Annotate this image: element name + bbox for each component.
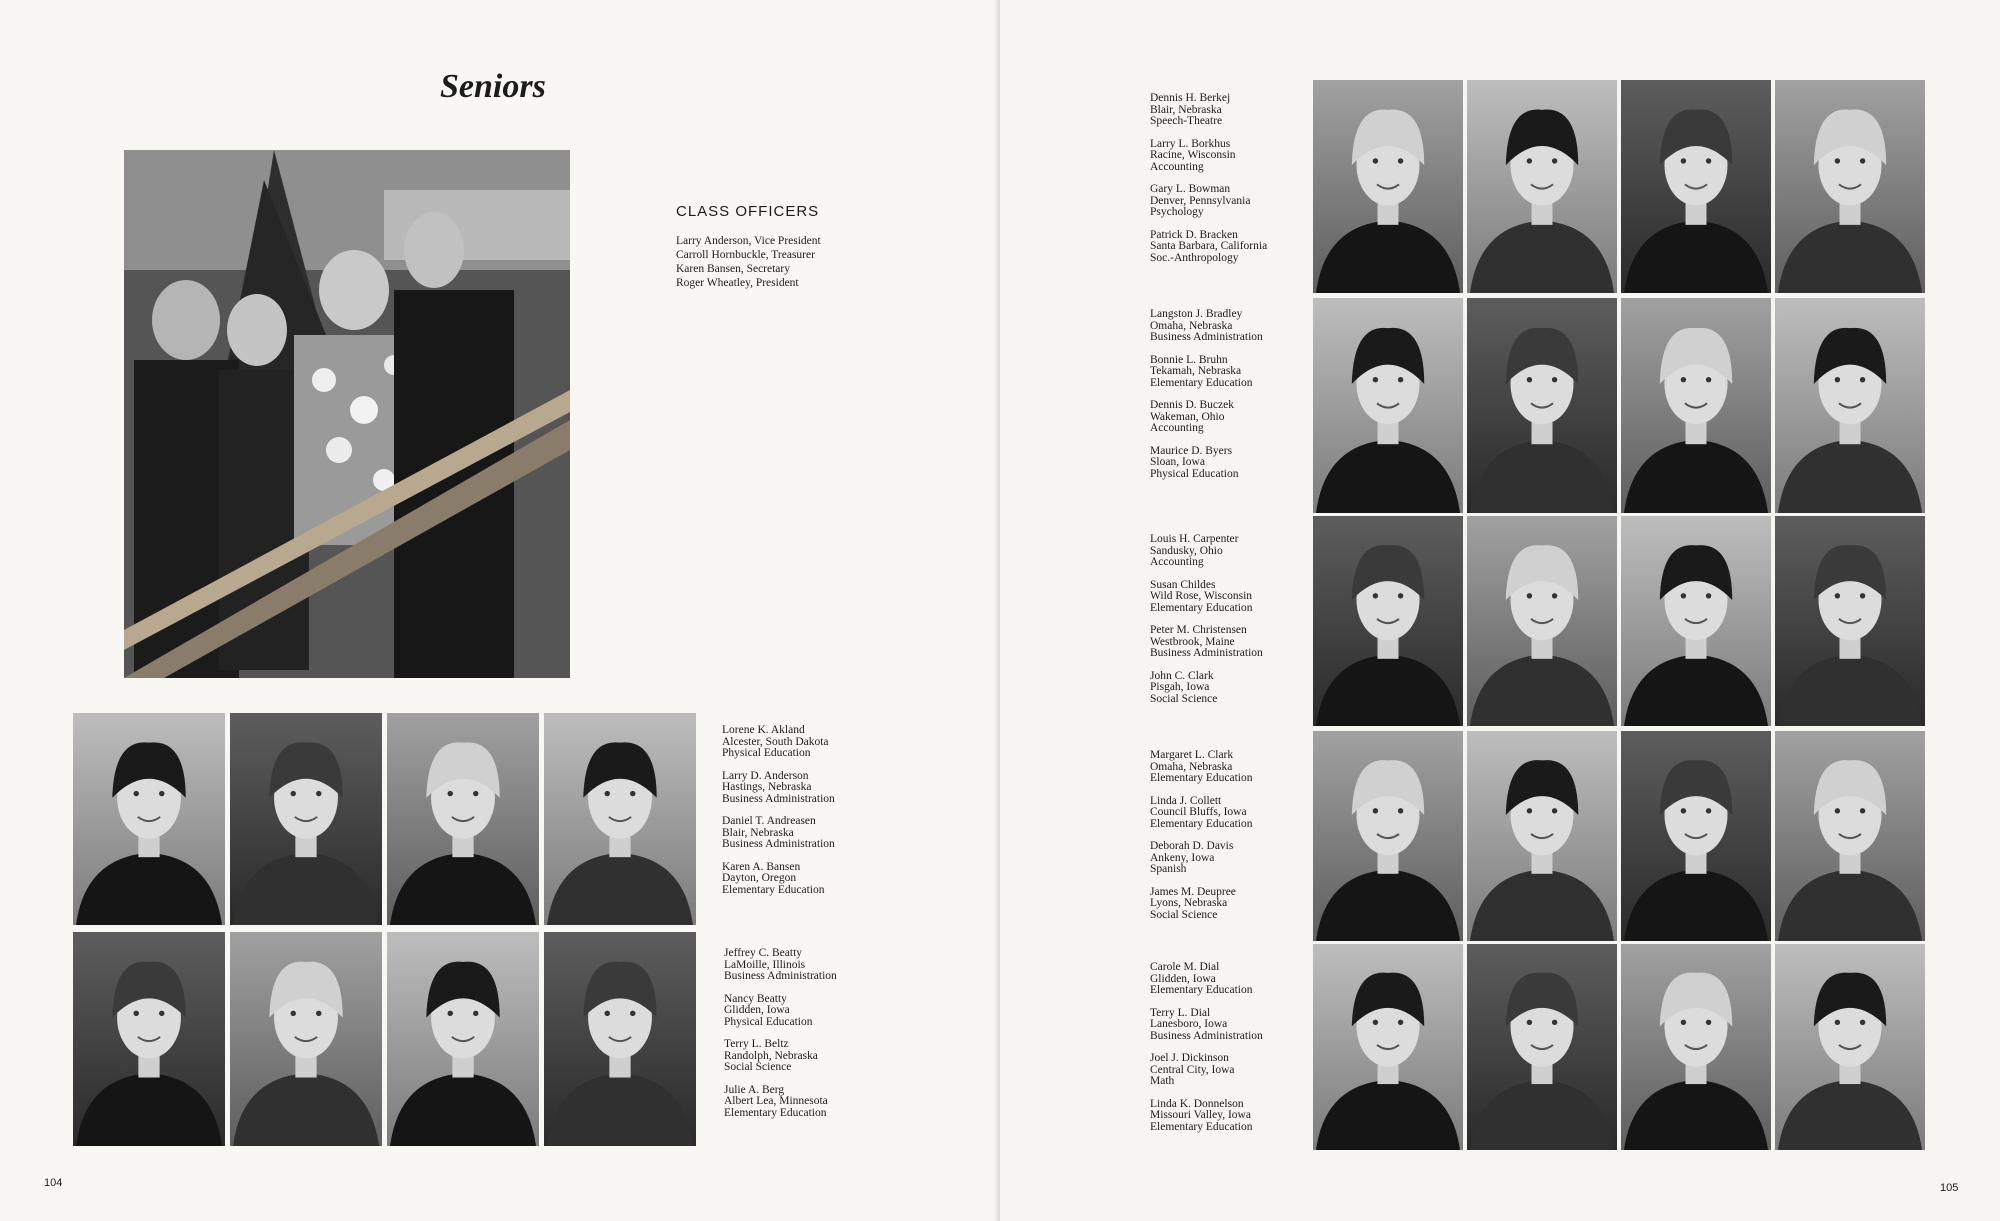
student-major: Accounting bbox=[1150, 422, 1204, 434]
student-major: Business Administration bbox=[724, 970, 837, 982]
student-major: Accounting bbox=[1150, 160, 1204, 173]
student-portrait-photo bbox=[387, 932, 539, 1146]
student-major: Soc.-Anthropology bbox=[1150, 251, 1239, 264]
student-portrait-photo bbox=[1467, 298, 1617, 513]
student-major: Elementary Education bbox=[1150, 601, 1253, 614]
student-entry bbox=[722, 862, 835, 897]
student-hometown: Randolph, Nebraska bbox=[724, 1049, 818, 1062]
student-portrait-photo bbox=[1621, 944, 1771, 1150]
student-name: Julie A. Berg bbox=[724, 1083, 785, 1096]
student-hometown: Lanesboro, Iowa bbox=[1150, 1018, 1228, 1030]
student-major: Physical Education bbox=[724, 1015, 813, 1028]
student-entry bbox=[1150, 139, 1267, 174]
student-major: Social Science bbox=[1150, 908, 1218, 921]
student-entry bbox=[722, 816, 835, 851]
student-name: Susan Childes bbox=[1150, 578, 1216, 591]
student-hometown: Blair, Nebraska bbox=[1150, 103, 1222, 116]
student-major: Elementary Education bbox=[724, 1106, 827, 1119]
student-entry bbox=[1150, 534, 1263, 569]
student-portrait-photo bbox=[1775, 80, 1925, 293]
student-portrait-photo bbox=[1467, 80, 1617, 293]
caption-block bbox=[1150, 309, 1263, 491]
student-portrait-photo bbox=[230, 713, 382, 925]
student-entry bbox=[1150, 625, 1263, 660]
student-name: Terry L. Dial bbox=[1150, 1006, 1211, 1019]
student-hometown: Omaha, Nebraska bbox=[1150, 319, 1233, 332]
student-major: Physical Education bbox=[1150, 467, 1239, 480]
student-portrait-photo bbox=[1313, 731, 1463, 941]
student-portrait-photo bbox=[544, 932, 696, 1146]
caption-block bbox=[724, 948, 837, 1130]
student-portrait-photo bbox=[73, 713, 225, 925]
student-major: Spanish bbox=[1150, 863, 1187, 875]
student-major: Elementary Education bbox=[1150, 984, 1253, 996]
student-entry bbox=[1150, 1008, 1263, 1043]
student-entry bbox=[1150, 962, 1263, 997]
student-name: Carole M. Dial bbox=[1150, 961, 1220, 973]
student-name: Nancy Beatty bbox=[724, 992, 787, 1005]
student-name: Jeffrey C. Beatty bbox=[724, 947, 803, 959]
student-major: Elementary Education bbox=[1150, 376, 1253, 389]
student-entry bbox=[1150, 750, 1253, 785]
student-hometown: Lyons, Nebraska bbox=[1150, 897, 1228, 909]
student-hometown: Albert Lea, Minnesota bbox=[724, 1095, 828, 1107]
officer-line: Carroll Hornbuckle, Treasurer bbox=[676, 249, 815, 261]
student-hometown: Denver, Pennsylvania bbox=[1150, 194, 1251, 207]
student-portrait-photo bbox=[1467, 944, 1617, 1150]
student-major: Business Administration bbox=[722, 792, 835, 805]
student-name: Maurice D. Byers bbox=[1150, 444, 1233, 457]
student-entry bbox=[722, 771, 835, 806]
student-name: Daniel T. Andreasen bbox=[722, 815, 816, 827]
student-entry bbox=[1150, 400, 1263, 435]
student-hometown: Racine, Wisconsin bbox=[1150, 149, 1236, 161]
student-name: Langston J. Bradley bbox=[1150, 308, 1243, 320]
student-name: Margaret L. Clark bbox=[1150, 749, 1234, 761]
student-portrait-photo bbox=[1621, 516, 1771, 726]
student-name: Dennis H. Berkej bbox=[1150, 92, 1231, 104]
student-hometown: Pisgah, Iowa bbox=[1150, 681, 1210, 693]
student-portrait-photo bbox=[1313, 298, 1463, 513]
student-hometown: LaMoille, Illinois bbox=[724, 958, 806, 971]
officer-line: Larry Anderson, Vice President bbox=[676, 235, 821, 247]
student-name: Bonnie L. Bruhn bbox=[1150, 353, 1228, 366]
officer-line: Karen Bansen, Secretary bbox=[676, 263, 790, 275]
page-number-right: 105 bbox=[1940, 1182, 1959, 1194]
student-name: Peter M. Christensen bbox=[1150, 624, 1247, 636]
student-entry bbox=[1150, 1099, 1263, 1134]
class-officers-photo bbox=[124, 150, 570, 678]
student-portrait-photo bbox=[73, 932, 225, 1146]
student-entry bbox=[724, 1039, 837, 1074]
student-major: Physical Education bbox=[722, 747, 811, 759]
student-major: Business Administration bbox=[1150, 331, 1263, 343]
student-entry bbox=[722, 725, 835, 760]
student-entry bbox=[724, 994, 837, 1029]
class-officers-heading: CLASS OFFICERS bbox=[676, 203, 820, 220]
student-entry bbox=[1150, 93, 1267, 128]
class-officers-list bbox=[676, 203, 976, 290]
student-name: Linda K. Donnelson bbox=[1150, 1097, 1244, 1110]
student-major: Social Science bbox=[1150, 692, 1218, 705]
student-entry bbox=[1150, 184, 1267, 219]
student-name: Gary L. Bowman bbox=[1150, 183, 1231, 195]
student-portrait-photo bbox=[544, 713, 696, 925]
student-name: Terry L. Beltz bbox=[724, 1038, 789, 1050]
student-hometown: Omaha, Nebraska bbox=[1150, 760, 1233, 773]
student-entry bbox=[1150, 446, 1263, 481]
student-hometown: Santa Barbara, California bbox=[1150, 240, 1268, 252]
student-hometown: Council Bluffs, Iowa bbox=[1150, 806, 1247, 818]
student-major: Elementary Education bbox=[1150, 1120, 1253, 1133]
student-portrait-photo bbox=[387, 713, 539, 925]
student-name: Lorene K. Akland bbox=[722, 724, 805, 736]
student-hometown: Wakeman, Ohio bbox=[1150, 410, 1225, 423]
student-major: Elementary Education bbox=[1150, 772, 1253, 784]
student-name: James M. Deupree bbox=[1150, 885, 1236, 898]
student-entry bbox=[1150, 887, 1253, 922]
student-hometown: Alcester, South Dakota bbox=[722, 735, 829, 748]
student-portrait-photo bbox=[1775, 298, 1925, 513]
student-portrait-photo bbox=[1313, 80, 1463, 293]
student-hometown: Tekamah, Nebraska bbox=[1150, 365, 1242, 377]
student-major: Elementary Education bbox=[1150, 817, 1253, 830]
student-major: Psychology bbox=[1150, 206, 1204, 218]
student-portrait-photo bbox=[1313, 516, 1463, 726]
student-hometown: Wild Rose, Wisconsin bbox=[1150, 590, 1253, 602]
student-name: John C. Clark bbox=[1150, 669, 1214, 682]
caption-block bbox=[1150, 93, 1267, 275]
caption-block bbox=[722, 725, 835, 907]
student-hometown: Central City, Iowa bbox=[1150, 1063, 1235, 1076]
student-entry bbox=[1150, 580, 1263, 615]
student-entry bbox=[1150, 671, 1263, 706]
student-portrait-photo bbox=[1621, 731, 1771, 941]
student-portrait-photo bbox=[1775, 516, 1925, 726]
student-entry bbox=[1150, 1053, 1263, 1088]
student-name: Dennis D. Buczek bbox=[1150, 399, 1234, 411]
student-portrait-photo bbox=[1775, 731, 1925, 941]
page-number-left: 104 bbox=[44, 1177, 63, 1189]
student-hometown: Blair, Nebraska bbox=[722, 826, 794, 839]
student-portrait-photo bbox=[1775, 944, 1925, 1150]
caption-block bbox=[1150, 750, 1253, 932]
student-portrait-photo bbox=[1467, 731, 1617, 941]
caption-block bbox=[1150, 962, 1263, 1144]
student-name: Deborah D. Davis bbox=[1150, 840, 1234, 852]
student-major: Social Science bbox=[724, 1061, 792, 1073]
officer-line: Roger Wheatley, President bbox=[676, 277, 799, 289]
student-hometown: Glidden, Iowa bbox=[724, 1004, 790, 1016]
student-entry bbox=[1150, 796, 1253, 831]
student-hometown: Hastings, Nebraska bbox=[722, 781, 812, 793]
student-hometown: Dayton, Oregon bbox=[722, 872, 797, 884]
student-portrait-photo bbox=[1621, 298, 1771, 513]
student-portrait-photo bbox=[230, 932, 382, 1146]
student-name: Karen A. Bansen bbox=[722, 860, 801, 873]
student-entry bbox=[724, 1085, 837, 1120]
student-hometown: Sloan, Iowa bbox=[1150, 456, 1205, 468]
student-name: Larry L. Borkhus bbox=[1150, 137, 1231, 150]
caption-block bbox=[1150, 534, 1263, 716]
student-hometown: Sandusky, Ohio bbox=[1150, 544, 1223, 557]
student-major: Business Administration bbox=[1150, 647, 1263, 659]
student-major: Speech-Theatre bbox=[1150, 115, 1223, 127]
student-portrait-photo bbox=[1467, 516, 1617, 726]
student-major: Math bbox=[1150, 1075, 1175, 1087]
student-major: Business Administration bbox=[1150, 1029, 1263, 1042]
student-entry bbox=[724, 948, 837, 983]
student-major: Elementary Education bbox=[722, 883, 825, 896]
student-name: Linda J. Collett bbox=[1150, 794, 1222, 807]
student-hometown: Glidden, Iowa bbox=[1150, 972, 1216, 985]
student-major: Accounting bbox=[1150, 556, 1204, 568]
student-name: Patrick D. Bracken bbox=[1150, 228, 1238, 241]
student-hometown: Westbrook, Maine bbox=[1150, 635, 1235, 648]
student-name: Larry D. Anderson bbox=[722, 769, 809, 782]
student-portrait-photo bbox=[1621, 80, 1771, 293]
student-hometown: Ankeny, Iowa bbox=[1150, 851, 1215, 864]
student-name: Louis H. Carpenter bbox=[1150, 533, 1239, 545]
student-entry bbox=[1150, 841, 1253, 876]
student-entry bbox=[1150, 230, 1267, 265]
student-name: Joel J. Dickinson bbox=[1150, 1052, 1229, 1064]
page-title: Seniors bbox=[440, 68, 546, 105]
student-entry bbox=[1150, 355, 1263, 390]
student-major: Business Administration bbox=[722, 838, 835, 850]
student-hometown: Missouri Valley, Iowa bbox=[1150, 1109, 1251, 1121]
student-portrait-photo bbox=[1313, 944, 1463, 1150]
student-entry bbox=[1150, 309, 1263, 344]
